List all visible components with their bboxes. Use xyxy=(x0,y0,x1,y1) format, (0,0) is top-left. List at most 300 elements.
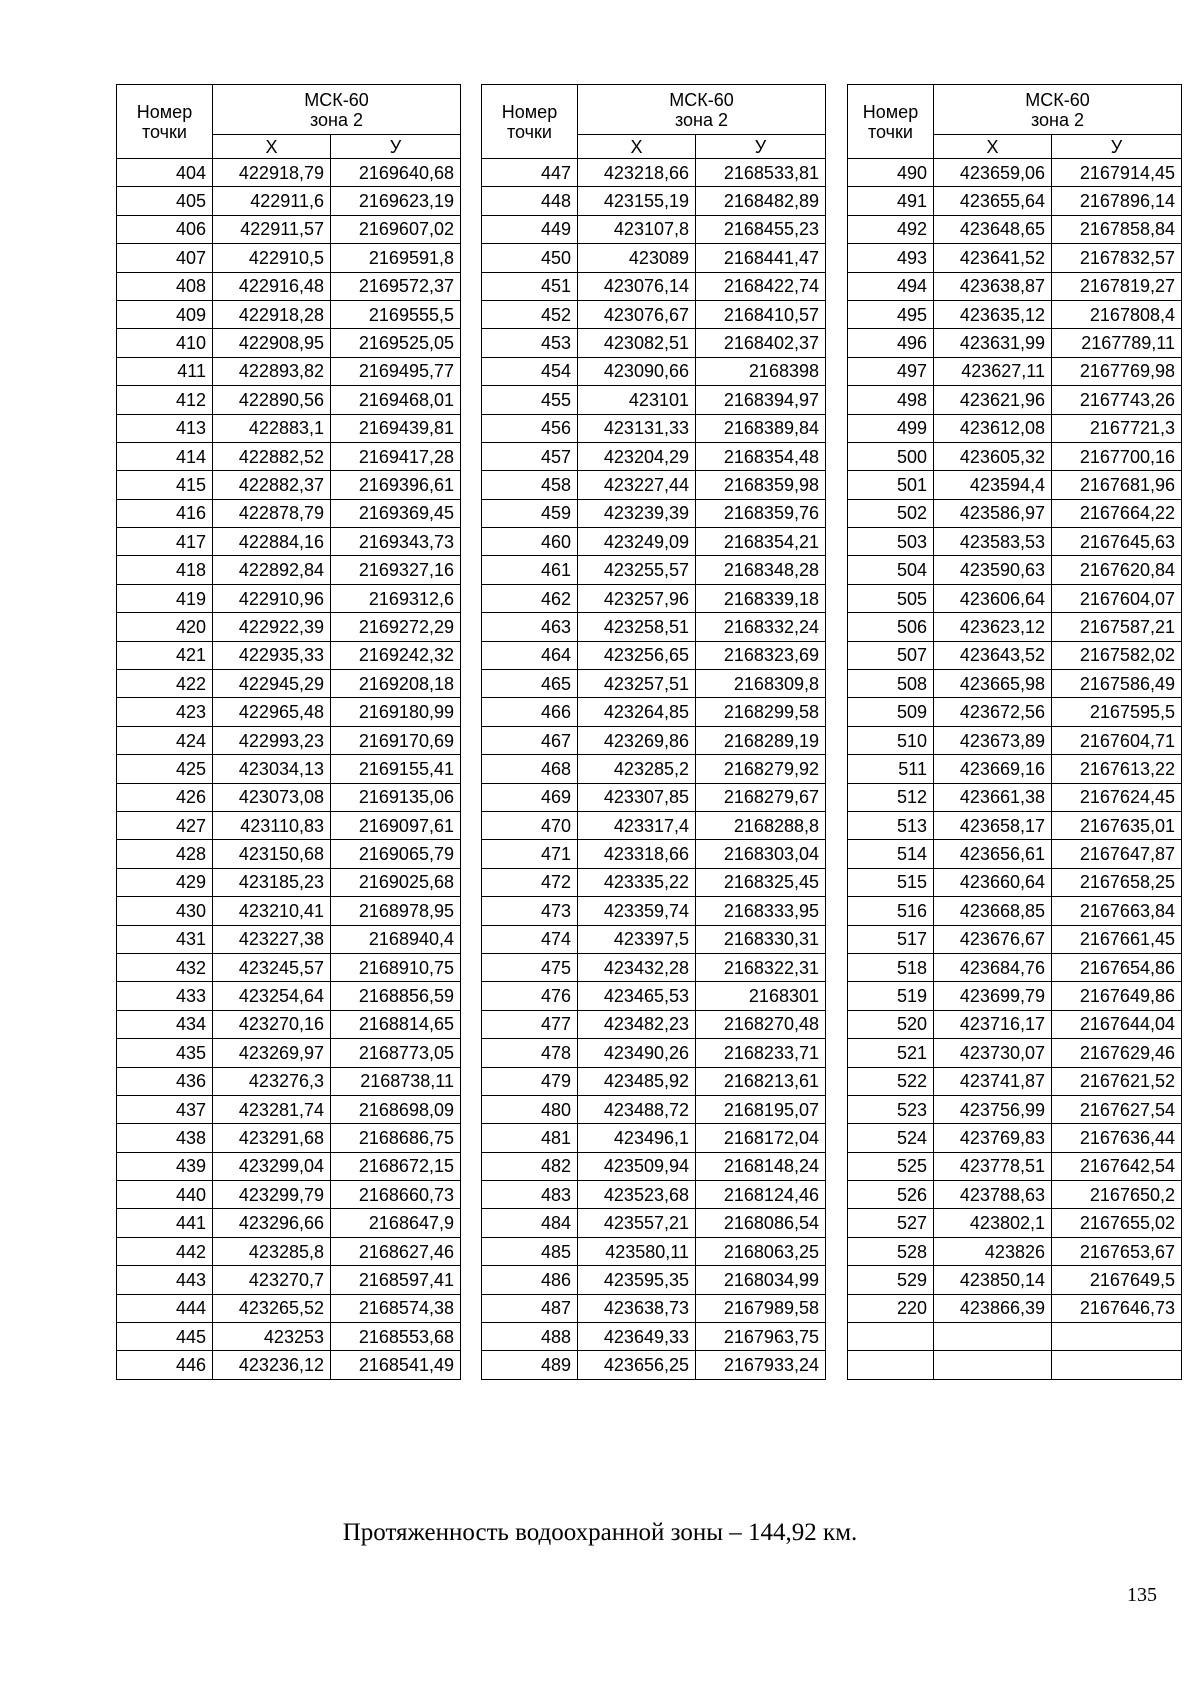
table-row xyxy=(482,357,826,385)
point-number-cell: 443 xyxy=(117,1266,213,1294)
table-row xyxy=(848,1266,1182,1294)
table-row xyxy=(848,811,1182,839)
point-number-cell: 526 xyxy=(848,1181,934,1209)
x-coordinate-cell: 423621,96 xyxy=(934,386,1052,414)
point-number-cell: 415 xyxy=(117,471,213,499)
point-number-cell: 434 xyxy=(117,1010,213,1038)
point-number-cell: 463 xyxy=(482,613,578,641)
y-coordinate-cell: 2169572,37 xyxy=(331,272,461,300)
x-coordinate-cell: 423335,22 xyxy=(578,868,696,896)
x-coordinate-cell: 423101 xyxy=(578,386,696,414)
point-number-cell: 425 xyxy=(117,755,213,783)
table-row xyxy=(482,755,826,783)
x-coordinate-cell: 423656,61 xyxy=(934,840,1052,868)
y-coordinate-cell xyxy=(1052,1351,1182,1379)
y-coordinate-cell: 2167636,44 xyxy=(1052,1124,1182,1152)
table-row xyxy=(117,244,461,272)
point-number-cell: 515 xyxy=(848,868,934,896)
x-coordinate-cell: 423490,26 xyxy=(578,1039,696,1067)
table-row xyxy=(848,1209,1182,1237)
y-coordinate-cell: 2169065,79 xyxy=(331,840,461,868)
point-number-header xyxy=(117,85,213,159)
point-number-cell: 416 xyxy=(117,499,213,527)
table-row xyxy=(848,414,1182,442)
x-coordinate-cell: 423826 xyxy=(934,1237,1052,1265)
y-coordinate-cell: 2169468,01 xyxy=(331,386,461,414)
point-number-cell: 522 xyxy=(848,1067,934,1095)
table-row xyxy=(117,953,461,981)
table-row xyxy=(482,811,826,839)
y-coordinate-cell: 2167819,27 xyxy=(1052,272,1182,300)
x-coordinate-cell: 422890,56 xyxy=(213,386,331,414)
point-number-header-line1: Номер xyxy=(501,101,558,122)
point-number-cell: 438 xyxy=(117,1124,213,1152)
table-row xyxy=(117,755,461,783)
table-row xyxy=(482,1351,826,1379)
table-row xyxy=(848,1351,1182,1379)
y-coordinate-cell: 2168541,49 xyxy=(331,1351,461,1379)
y-coordinate-cell: 2167789,11 xyxy=(1052,329,1182,357)
y-coordinate-cell: 2168354,48 xyxy=(696,442,826,470)
x-coordinate-cell: 422945,29 xyxy=(213,670,331,698)
x-coordinate-cell: 423257,96 xyxy=(578,584,696,612)
y-coordinate-cell: 2167700,16 xyxy=(1052,442,1182,470)
y-coordinate-cell: 2168086,54 xyxy=(696,1209,826,1237)
table-row xyxy=(482,1067,826,1095)
x-coordinate-cell: 423245,57 xyxy=(213,953,331,981)
x-coordinate-cell: 422882,52 xyxy=(213,442,331,470)
x-coordinate-cell: 423269,97 xyxy=(213,1039,331,1067)
point-number-cell: 405 xyxy=(117,187,213,215)
point-number-cell: 481 xyxy=(482,1124,578,1152)
table-row xyxy=(848,925,1182,953)
x-coordinate-cell: 423641,52 xyxy=(934,244,1052,272)
table-row xyxy=(848,1323,1182,1351)
y-coordinate-cell: 2168422,74 xyxy=(696,272,826,300)
table-row xyxy=(117,783,461,811)
x-coordinate-cell: 423672,56 xyxy=(934,698,1052,726)
y-coordinate-cell: 2168359,76 xyxy=(696,499,826,527)
y-coordinate-cell: 2168299,58 xyxy=(696,698,826,726)
table-row xyxy=(482,698,826,726)
y-coordinate-cell: 2169623,19 xyxy=(331,187,461,215)
x-coordinate-cell: 423612,08 xyxy=(934,414,1052,442)
table-row xyxy=(482,925,826,953)
x-coordinate-cell: 422918,79 xyxy=(213,159,331,187)
table-row xyxy=(848,953,1182,981)
point-number-cell: 493 xyxy=(848,244,934,272)
point-number-cell: 471 xyxy=(482,840,578,868)
point-number-cell: 449 xyxy=(482,215,578,243)
table-row xyxy=(848,386,1182,414)
x-coordinate-cell: 423227,44 xyxy=(578,471,696,499)
y-coordinate-cell: 2169097,61 xyxy=(331,811,461,839)
y-coordinate-cell: 2168332,24 xyxy=(696,613,826,641)
y-coordinate-cell: 2168910,75 xyxy=(331,953,461,981)
water-protection-zone-extent: Протяженность водоохранной зоны – 144,92 км. xyxy=(342,1519,858,1546)
x-coordinate-cell: 422910,96 xyxy=(213,584,331,612)
x-coordinate-cell: 422893,82 xyxy=(213,357,331,385)
y-coordinate-cell: 2169170,69 xyxy=(331,726,461,754)
y-coordinate-cell: 2168279,92 xyxy=(696,755,826,783)
x-coordinate-cell: 423265,52 xyxy=(213,1294,331,1322)
y-coordinate-cell: 2167896,14 xyxy=(1052,187,1182,215)
y-coordinate-cell: 2168660,73 xyxy=(331,1181,461,1209)
x-coordinate-cell: 423557,21 xyxy=(578,1209,696,1237)
point-number-cell: 452 xyxy=(482,300,578,328)
table-row xyxy=(848,187,1182,215)
point-number-cell: 475 xyxy=(482,953,578,981)
y-coordinate-cell: 2167650,2 xyxy=(1052,1181,1182,1209)
x-coordinate-cell: 423595,35 xyxy=(578,1266,696,1294)
x-coordinate-cell: 423623,12 xyxy=(934,613,1052,641)
point-number-cell: 439 xyxy=(117,1152,213,1180)
point-number-cell xyxy=(848,1323,934,1351)
y-coordinate-cell: 2168289,19 xyxy=(696,726,826,754)
point-number-cell: 524 xyxy=(848,1124,934,1152)
y-coordinate-cell: 2168856,59 xyxy=(331,982,461,1010)
x-coordinate-cell: 423660,64 xyxy=(934,868,1052,896)
table-row xyxy=(848,726,1182,754)
coordinate-table-1 xyxy=(116,84,461,1380)
y-coordinate-cell: 2167586,49 xyxy=(1052,670,1182,698)
point-number-cell: 445 xyxy=(117,1323,213,1351)
point-number-cell: 465 xyxy=(482,670,578,698)
y-coordinate-cell: 2168482,89 xyxy=(696,187,826,215)
y-coordinate-cell: 2168301 xyxy=(696,982,826,1010)
x-coordinate-cell: 423668,85 xyxy=(934,897,1052,925)
point-number-cell xyxy=(848,1351,934,1379)
x-coordinate-cell: 423076,14 xyxy=(578,272,696,300)
coordinate-system-name: МСК-60 xyxy=(669,89,734,110)
point-number-cell: 411 xyxy=(117,357,213,385)
y-coordinate-cell: 2168063,25 xyxy=(696,1237,826,1265)
x-coordinate-cell: 423756,99 xyxy=(934,1095,1052,1123)
point-number-cell: 484 xyxy=(482,1209,578,1237)
x-coordinate-cell: 423155,19 xyxy=(578,187,696,215)
y-coordinate-cell: 2168333,95 xyxy=(696,897,826,925)
x-coordinate-cell: 423257,51 xyxy=(578,670,696,698)
y-coordinate-cell: 2169396,61 xyxy=(331,471,461,499)
point-number-cell: 430 xyxy=(117,897,213,925)
y-coordinate-cell: 2169417,28 xyxy=(331,442,461,470)
y-coordinate-cell: 2169135,06 xyxy=(331,783,461,811)
y-coordinate-cell: 2169525,05 xyxy=(331,329,461,357)
table-row xyxy=(848,613,1182,641)
table-row xyxy=(117,1067,461,1095)
point-number-cell: 500 xyxy=(848,442,934,470)
x-coordinate-cell: 423185,23 xyxy=(213,868,331,896)
table-row xyxy=(848,840,1182,868)
x-coordinate-cell: 423296,66 xyxy=(213,1209,331,1237)
y-coordinate-cell: 2168148,24 xyxy=(696,1152,826,1180)
point-number-cell: 479 xyxy=(482,1067,578,1095)
table-row xyxy=(117,613,461,641)
y-column-header: У xyxy=(696,135,826,159)
point-number-cell: 435 xyxy=(117,1039,213,1067)
point-number-cell: 447 xyxy=(482,159,578,187)
x-coordinate-cell: 423648,65 xyxy=(934,215,1052,243)
x-coordinate-cell: 423509,94 xyxy=(578,1152,696,1180)
point-number-cell: 437 xyxy=(117,1095,213,1123)
table-row xyxy=(848,1294,1182,1322)
x-coordinate-cell: 422993,23 xyxy=(213,726,331,754)
y-coordinate-cell: 2168410,57 xyxy=(696,300,826,328)
x-coordinate-cell: 423131,33 xyxy=(578,414,696,442)
x-coordinate-cell: 422918,28 xyxy=(213,300,331,328)
table-row xyxy=(848,244,1182,272)
table-row xyxy=(117,1351,461,1379)
x-coordinate-cell: 423802,1 xyxy=(934,1209,1052,1237)
table-row xyxy=(117,1095,461,1123)
point-number-cell: 459 xyxy=(482,499,578,527)
point-number-cell: 502 xyxy=(848,499,934,527)
x-coordinate-cell: 423627,11 xyxy=(934,357,1052,385)
y-coordinate-cell: 2168339,18 xyxy=(696,584,826,612)
y-coordinate-cell: 2169555,5 xyxy=(331,300,461,328)
y-coordinate-cell: 2168672,15 xyxy=(331,1152,461,1180)
table-row xyxy=(482,329,826,357)
point-number-cell: 487 xyxy=(482,1294,578,1322)
point-number-cell: 429 xyxy=(117,868,213,896)
point-number-cell: 467 xyxy=(482,726,578,754)
table-row xyxy=(117,1010,461,1038)
coordinate-system-zone: зона 2 xyxy=(1030,109,1085,130)
point-number-cell: 466 xyxy=(482,698,578,726)
y-coordinate-cell: 2169327,16 xyxy=(331,556,461,584)
y-coordinate-cell: 2169242,32 xyxy=(331,641,461,669)
table-row xyxy=(482,868,826,896)
point-number-cell: 442 xyxy=(117,1237,213,1265)
table-row xyxy=(848,556,1182,584)
point-number-cell: 477 xyxy=(482,1010,578,1038)
table-row xyxy=(117,584,461,612)
y-coordinate-cell: 2167621,52 xyxy=(1052,1067,1182,1095)
x-coordinate-cell: 423210,41 xyxy=(213,897,331,925)
point-number-cell: 424 xyxy=(117,726,213,754)
y-coordinate-cell: 2167653,67 xyxy=(1052,1237,1182,1265)
y-coordinate-cell: 2168773,05 xyxy=(331,1039,461,1067)
y-coordinate-cell: 2168034,99 xyxy=(696,1266,826,1294)
x-coordinate-cell: 423638,73 xyxy=(578,1294,696,1322)
table-row xyxy=(848,584,1182,612)
y-coordinate-cell: 2167654,86 xyxy=(1052,953,1182,981)
y-coordinate-cell: 2168698,09 xyxy=(331,1095,461,1123)
point-number-header-line1: Номер xyxy=(862,101,919,122)
point-number-cell: 490 xyxy=(848,159,934,187)
x-coordinate-cell: 423034,13 xyxy=(213,755,331,783)
x-coordinate-cell: 422892,84 xyxy=(213,556,331,584)
x-coordinate-cell: 423253 xyxy=(213,1323,331,1351)
table-row xyxy=(482,1209,826,1237)
y-coordinate-cell: 2168322,31 xyxy=(696,953,826,981)
x-coordinate-cell: 423317,4 xyxy=(578,811,696,839)
point-number-header-line2: точки xyxy=(868,121,913,142)
point-number-cell: 436 xyxy=(117,1067,213,1095)
y-coordinate-cell: 2168738,11 xyxy=(331,1067,461,1095)
point-number-cell: 497 xyxy=(848,357,934,385)
x-coordinate-cell: 423658,17 xyxy=(934,811,1052,839)
y-coordinate-cell: 2168553,68 xyxy=(331,1323,461,1351)
table-row xyxy=(117,1323,461,1351)
y-coordinate-cell: 2168279,67 xyxy=(696,783,826,811)
table-row xyxy=(482,1010,826,1038)
table-row xyxy=(117,528,461,556)
y-coordinate-cell: 2168533,81 xyxy=(696,159,826,187)
x-coordinate-cell: 423788,63 xyxy=(934,1181,1052,1209)
y-coordinate-cell: 2167661,45 xyxy=(1052,925,1182,953)
y-coordinate-cell: 2168814,65 xyxy=(331,1010,461,1038)
y-coordinate-cell: 2169272,29 xyxy=(331,613,461,641)
y-coordinate-cell: 2169155,41 xyxy=(331,755,461,783)
x-coordinate-cell: 423669,16 xyxy=(934,755,1052,783)
y-coordinate-cell: 2167620,84 xyxy=(1052,556,1182,584)
point-number-cell: 456 xyxy=(482,414,578,442)
table-row xyxy=(117,300,461,328)
point-number-cell: 418 xyxy=(117,556,213,584)
y-coordinate-cell: 2168270,48 xyxy=(696,1010,826,1038)
x-coordinate-cell: 423730,07 xyxy=(934,1039,1052,1067)
x-coordinate-cell: 423465,53 xyxy=(578,982,696,1010)
point-number-cell: 476 xyxy=(482,982,578,1010)
y-coordinate-cell: 2167635,01 xyxy=(1052,811,1182,839)
x-coordinate-cell: 423716,17 xyxy=(934,1010,1052,1038)
point-number-cell: 433 xyxy=(117,982,213,1010)
table-row xyxy=(117,1266,461,1294)
table-row xyxy=(848,159,1182,187)
y-coordinate-cell: 2168330,31 xyxy=(696,925,826,953)
table-row xyxy=(848,897,1182,925)
y-coordinate-cell: 2167989,58 xyxy=(696,1294,826,1322)
coordinate-system-zone: зона 2 xyxy=(309,109,364,130)
table-row xyxy=(848,528,1182,556)
x-coordinate-cell: 423580,11 xyxy=(578,1237,696,1265)
y-coordinate-cell: 2167914,45 xyxy=(1052,159,1182,187)
x-coordinate-cell: 423291,68 xyxy=(213,1124,331,1152)
x-coordinate-cell: 422911,57 xyxy=(213,215,331,243)
coordinate-system-zone: зона 2 xyxy=(674,109,729,130)
x-coordinate-cell: 423239,39 xyxy=(578,499,696,527)
point-number-cell: 523 xyxy=(848,1095,934,1123)
x-coordinate-cell: 423769,83 xyxy=(934,1124,1052,1152)
x-coordinate-cell: 423270,16 xyxy=(213,1010,331,1038)
point-number-cell: 404 xyxy=(117,159,213,187)
point-number-cell: 473 xyxy=(482,897,578,925)
point-number-cell: 491 xyxy=(848,187,934,215)
y-coordinate-cell: 2167629,46 xyxy=(1052,1039,1182,1067)
x-coordinate-cell: 423676,67 xyxy=(934,925,1052,953)
table-row xyxy=(482,499,826,527)
point-number-cell: 514 xyxy=(848,840,934,868)
y-coordinate-cell: 2167582,02 xyxy=(1052,641,1182,669)
point-number-cell: 511 xyxy=(848,755,934,783)
y-coordinate-cell: 2169607,02 xyxy=(331,215,461,243)
point-number-cell: 450 xyxy=(482,244,578,272)
x-column-header: X xyxy=(578,135,696,159)
point-number-cell: 480 xyxy=(482,1095,578,1123)
point-number-cell: 469 xyxy=(482,783,578,811)
y-coordinate-cell: 2168323,69 xyxy=(696,641,826,669)
x-coordinate-cell: 423227,38 xyxy=(213,925,331,953)
table-row xyxy=(848,698,1182,726)
x-coordinate-cell: 423107,8 xyxy=(578,215,696,243)
table-row xyxy=(117,982,461,1010)
point-number-cell: 518 xyxy=(848,953,934,981)
point-number-cell: 457 xyxy=(482,442,578,470)
y-coordinate-cell: 2168398 xyxy=(696,357,826,385)
point-number-cell: 474 xyxy=(482,925,578,953)
point-number-cell: 504 xyxy=(848,556,934,584)
point-number-cell: 407 xyxy=(117,244,213,272)
table-row xyxy=(482,215,826,243)
x-coordinate-cell: 423594,4 xyxy=(934,471,1052,499)
table-row xyxy=(848,471,1182,499)
y-coordinate-cell: 2168233,71 xyxy=(696,1039,826,1067)
y-coordinate-cell: 2167743,26 xyxy=(1052,386,1182,414)
table-row xyxy=(482,272,826,300)
x-coordinate-cell: 423485,92 xyxy=(578,1067,696,1095)
table-row xyxy=(482,953,826,981)
point-number-cell: 527 xyxy=(848,1209,934,1237)
table-row xyxy=(117,1209,461,1237)
point-number-cell: 496 xyxy=(848,329,934,357)
point-number-cell: 492 xyxy=(848,215,934,243)
point-number-cell: 508 xyxy=(848,670,934,698)
point-number-cell: 499 xyxy=(848,414,934,442)
point-number-cell: 454 xyxy=(482,357,578,385)
y-coordinate-cell: 2167769,98 xyxy=(1052,357,1182,385)
point-number-cell: 495 xyxy=(848,300,934,328)
y-coordinate-cell: 2167604,07 xyxy=(1052,584,1182,612)
table-row xyxy=(848,1039,1182,1067)
point-number-cell: 410 xyxy=(117,329,213,357)
table-row xyxy=(482,982,826,1010)
x-coordinate-cell: 423631,99 xyxy=(934,329,1052,357)
table-row xyxy=(117,1039,461,1067)
point-number-cell: 483 xyxy=(482,1181,578,1209)
x-coordinate-cell: 423482,23 xyxy=(578,1010,696,1038)
x-coordinate-cell: 423850,14 xyxy=(934,1266,1052,1294)
y-coordinate-cell: 2169343,73 xyxy=(331,528,461,556)
x-coordinate-cell: 423635,12 xyxy=(934,300,1052,328)
x-coordinate-cell: 422882,37 xyxy=(213,471,331,499)
y-coordinate-cell: 2168402,37 xyxy=(696,329,826,357)
point-number-cell: 521 xyxy=(848,1039,934,1067)
x-coordinate-cell: 423359,74 xyxy=(578,897,696,925)
table-row xyxy=(848,783,1182,811)
point-number-cell: 462 xyxy=(482,584,578,612)
x-coordinate-cell: 423089 xyxy=(578,244,696,272)
table-row xyxy=(482,244,826,272)
table-row xyxy=(117,329,461,357)
point-number-cell: 408 xyxy=(117,272,213,300)
y-coordinate-cell: 2167721,3 xyxy=(1052,414,1182,442)
x-coordinate-cell: 423307,85 xyxy=(578,783,696,811)
x-coordinate-cell: 423299,04 xyxy=(213,1152,331,1180)
coordinate-table-3 xyxy=(847,84,1182,1380)
y-coordinate-cell: 2168394,97 xyxy=(696,386,826,414)
x-coordinate-cell: 423673,89 xyxy=(934,726,1052,754)
point-number-header xyxy=(848,85,934,159)
table-row xyxy=(117,187,461,215)
x-coordinate-cell: 423638,87 xyxy=(934,272,1052,300)
table-row xyxy=(482,1095,826,1123)
y-coordinate-cell: 2168455,23 xyxy=(696,215,826,243)
x-coordinate-cell xyxy=(934,1323,1052,1351)
x-coordinate-cell: 423254,64 xyxy=(213,982,331,1010)
point-number-cell: 468 xyxy=(482,755,578,783)
table-row xyxy=(848,215,1182,243)
